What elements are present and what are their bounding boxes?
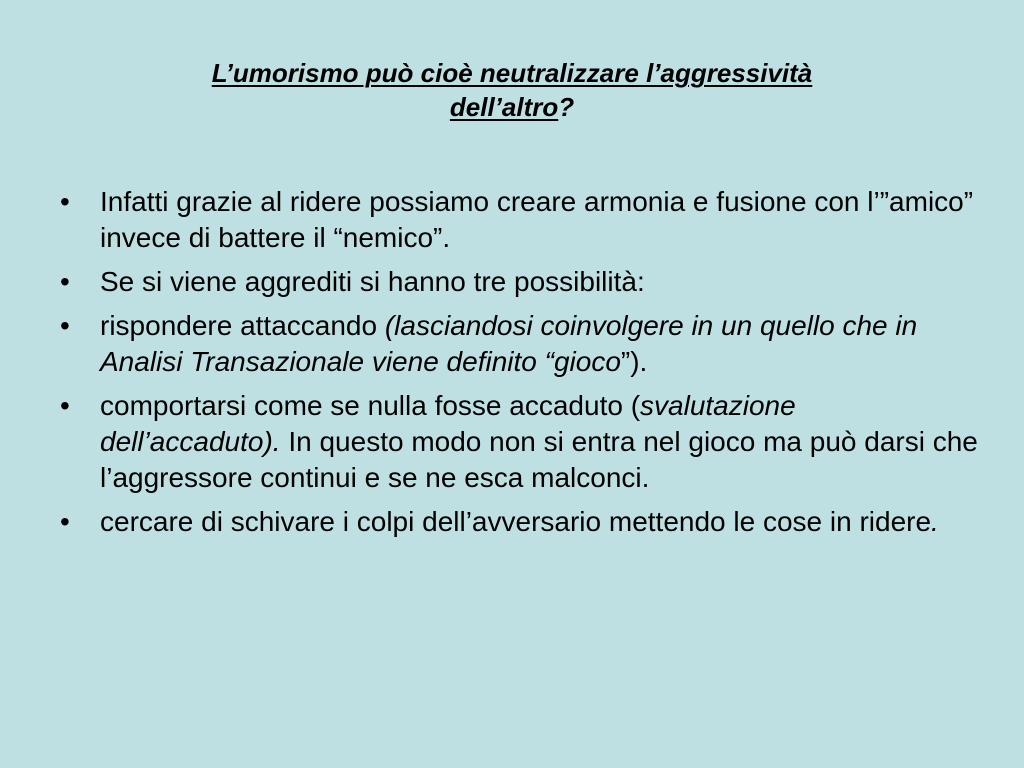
bullet-text-end: In questo modo non si entra nel gioco ma può darsi che l’aggressore continui e se ne esca malconci. [100, 426, 978, 493]
bullet-item-5 [60, 504, 980, 540]
bullet-dot: • [60, 186, 70, 217]
title-question-mark: ? [558, 92, 575, 122]
bullet-item-4 [60, 388, 980, 496]
bullet-list [60, 184, 980, 548]
bullet-text-italic: (lasciandosi coinvolgere in un quello che in Analisi Transazionale viene definito “gioco [100, 310, 918, 377]
bullet-text: comportarsi come se nulla fosse accaduto ( [100, 390, 641, 421]
bullet-item-3 [60, 308, 980, 380]
slide-title [80, 56, 944, 124]
bullet-text-italic: . [931, 506, 939, 537]
bullet-dot: • [60, 266, 70, 297]
title-line-1: L’umorismo può cioè neutralizzare l’aggressività [211, 58, 813, 88]
bullet-text-italic: svalutazione dell’accaduto). [100, 390, 796, 457]
bullet-dot: • [60, 506, 70, 537]
bullet-text: Infatti grazie al ridere possiamo creare armonia e fusione con l’”amico” invece di battere il “nemico”. [100, 186, 974, 253]
title-line-2: dell’altro [449, 92, 559, 122]
bullet-text: rispondere attaccando [100, 310, 385, 341]
bullet-item-1 [60, 184, 980, 256]
bullet-text: Se si viene aggrediti si hanno tre possibilità: [100, 266, 645, 297]
bullet-dot: • [60, 390, 70, 421]
bullet-text-end: ”). [620, 346, 648, 377]
bullet-item-2 [60, 264, 980, 300]
bullet-text: cercare di schivare i colpi dell’avversario mettendo le cose in ridere [100, 506, 932, 537]
bullet-dot: • [60, 310, 70, 341]
